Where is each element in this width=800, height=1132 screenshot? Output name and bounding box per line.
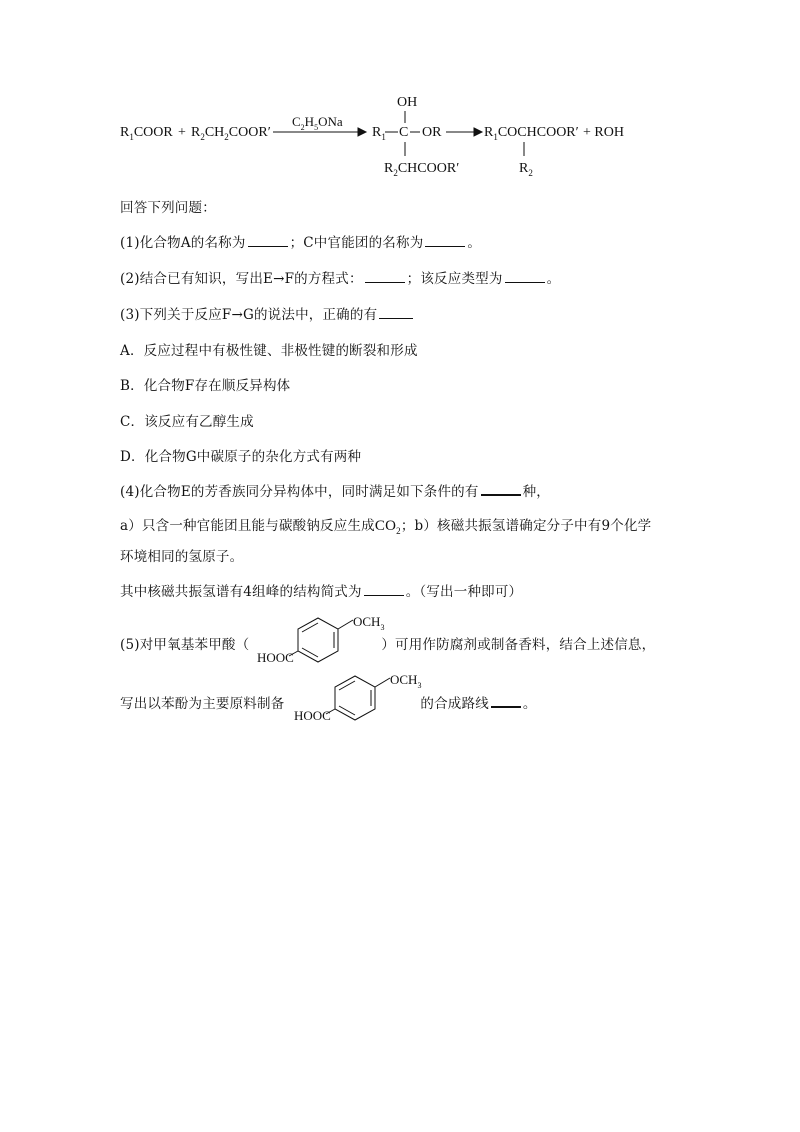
svg-text:OH: OH (397, 95, 418, 110)
question-3: (3)下列关于反应F→G的说法中，正确的有 (120, 303, 415, 323)
svg-text:HOOC: HOOC (294, 708, 331, 723)
svg-text:OCH3: $OCH_3$ (390, 672, 422, 690)
svg-text:R2CH2COOR′: $R_2CH_2COOR'$ (191, 125, 271, 142)
question-4-structure: 其中核磁共振氢谱有4组峰的结构简式为 。（写出一种即可） (120, 584, 523, 600)
svg-text:+: + (178, 125, 186, 140)
svg-text:R1: $R_1$ (372, 125, 386, 142)
methoxybenzoic-acid-structure-1 (255, 610, 405, 670)
option-c: C．该反应有乙醇生成 (120, 414, 254, 430)
svg-text:OCH3: $OCH_3$ (353, 614, 385, 632)
answer-blank[interactable] (365, 270, 405, 283)
answer-blank[interactable] (364, 583, 404, 596)
answer-blank[interactable] (505, 270, 545, 283)
question-4: (4)化合物E的芳香族同分异构体中，同时满足如下条件的有 种， (120, 484, 550, 500)
svg-text:+ ROH: + ROH (583, 125, 624, 140)
option-b: B．化合物F存在顺反异构体 (120, 378, 291, 394)
answer-blank[interactable] (248, 234, 288, 247)
svg-text:HOOC: HOOC (257, 650, 294, 665)
methoxybenzoic-acid-structure-2 (292, 668, 442, 728)
answer-blank[interactable] (379, 306, 413, 319)
option-a: A．反应过程中有极性键、非极性键的断裂和形成 (120, 343, 418, 359)
answer-blank[interactable] (491, 694, 521, 708)
question-4-condition-line-2: 环境相同的氢原子。 (120, 549, 244, 565)
question-5-line-2: 写出以苯酚为主要原料制备 的合成路线 。 (120, 696, 537, 712)
question-5-line-1: (5)对甲氧基苯甲酸（ ）可用作防腐剂或制备香料，结合上述信息， (120, 637, 656, 653)
svg-text:OR: OR (422, 125, 442, 140)
svg-text:R1COOR: $R_1COOR$ (120, 125, 173, 142)
intro-text: 回答下列问题： (120, 200, 216, 216)
svg-text:C2H5ONa: $C_2H_5ONa$ (292, 114, 343, 132)
svg-text:C: C (399, 125, 409, 140)
question-2: (2)结合已有知识，写出E→F的方程式： ；该反应类型为 。 (120, 271, 561, 287)
svg-text:R2CHCOOR′: $R_2CHCOOR'$ (384, 161, 460, 178)
option-d: D．化合物G中碳原子的杂化方式有两种 (120, 449, 362, 465)
svg-text:R2: $R_2$ (519, 161, 533, 178)
question-4-condition-line-1: a）只含一种官能团且能与碳酸钠反应生成$CO_2$；b）核磁共振氢谱确定分子中有9个化学 (120, 518, 652, 536)
question-1: (1)化合物A的名称为 ；C中官能团的名称为 。 (120, 235, 482, 251)
answer-blank[interactable] (481, 482, 521, 496)
svg-text:R1COCHCOOR′: $R_1COCHCOOR'$ (484, 125, 579, 142)
answer-blank[interactable] (425, 234, 465, 247)
